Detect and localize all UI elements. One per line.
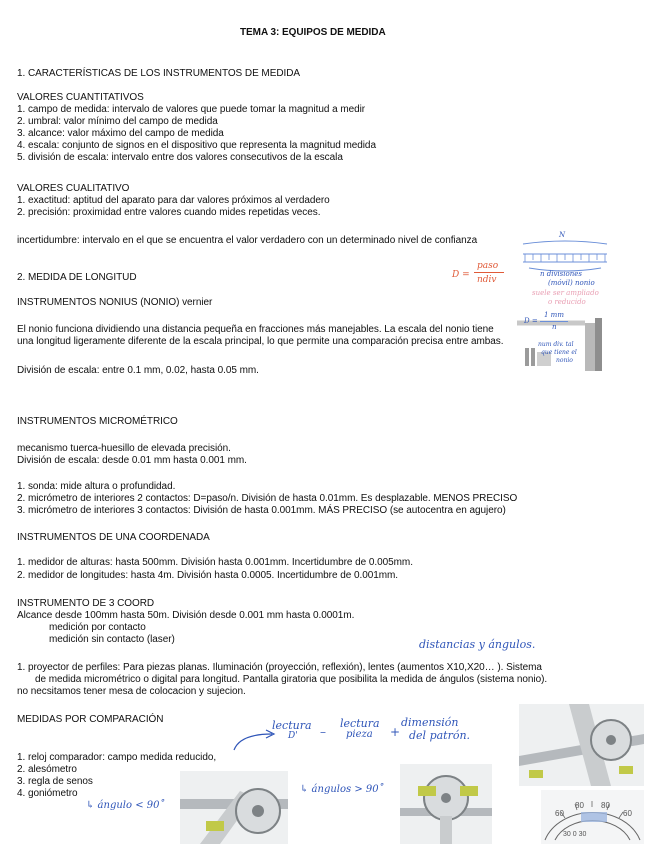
handwritten-note-distancias: distancias y ángulos. [419,638,536,651]
list-item: 2. micrómetro de interiores 2 contactos: D=paso/n. División de hasta 0.01mm. Es desplazable. MENOS PRECISO [17,493,518,504]
coord3-contact: medición por contacto [49,622,146,633]
list-item: 2. alesómetro [17,764,77,775]
micro-text: mecanismo tuerca-huesillo de elevada precisión. [17,443,231,454]
svg-text:60: 60 [555,809,564,818]
svg-text:80: 80 [575,801,584,810]
list-item: 1. sonda: mide altura o profundidad. [17,481,176,492]
list-item: 1. campo de medida: intervalo de valores que puede tomar la magnitud a medir [17,104,366,115]
sketch-note: 1 mm [544,311,564,319]
formula-d: D = [452,270,470,280]
micro-text: División de escala: desde 0.01 mm hasta 0.001 mm. [17,455,247,466]
svg-text:30 0 30: 30 0 30 [563,831,587,838]
section-1-heading: 1. CARACTERÍSTICAS DE LOS INSTRUMENTOS DE MEDIDA [17,68,301,79]
hw-pieza: pieza [346,729,373,740]
list-item: 4. escala: conjunto de signos en el dispositivo que representa la magnitud medida [17,140,376,151]
hw-lectura-d: lectura [272,719,312,732]
sketch-note: (móvil) nonio [548,279,595,287]
coord3-nocontact: medición sin contacto (laser) [49,634,175,645]
sketch-bar [540,321,568,322]
hw-dimension: dimensión [401,716,459,729]
hw-lectura-pieza: lectura [340,717,380,730]
formula-numerator: paso [477,261,499,271]
hw-angulo-mayor: ↳ ángulos > 90˚ [300,784,384,795]
hw-arrow [228,728,280,754]
coord1-heading: INSTRUMENTOS DE UNA COORDENADA [17,532,210,543]
sketch-note: suele ser ampliado [532,289,599,297]
formula-bar [474,272,504,273]
micro-heading: INSTRUMENTOS MICROMÉTRICO [17,416,178,427]
proyector-line: de medida micrométrico o digital para longitud. Pantalla giratoria que posibilita la medida de ángulos (sistema nonio). [35,674,548,685]
nonius-text: El nonio funciona dividiendo una distancia pequeña en fracciones más manejables. La escala del nonio tiene una longitud ligeramente diferente de la escala principal, lo que permite una comparación precisa entre ambas. [17,324,504,347]
goniometer-image-1 [180,771,288,844]
proyector-line: 1. proyector de perfiles: Para piezas planas. Iluminación (proyección, reflexión), lentes (aumentos X10,X20… ). Sistema [17,662,542,673]
list-item: 3. micrómetro de interiores 3 contactos: División de hasta 0.001mm. MÁS PRECISO (se autocentra en agujero) [17,505,506,516]
sketch-n-label: N [559,231,566,239]
list-item: 1. medidor de alturas: hasta 500mm. División hasta 0.001mm. Incertidumbre de 0.005mm. [17,557,413,568]
document-title: TEMA 3: EQUIPOS DE MEDIDA [240,27,386,38]
sketch-note: nonio [556,357,573,364]
svg-text:60: 60 [623,809,632,818]
list-item: 4. goniómetro [17,788,78,799]
hw-d: D' [288,731,298,741]
nonius-division: División de escala: entre 0.1 mm, 0.02, hasta 0.05 mm. [17,365,259,376]
hw-angulo-menor: ↳ ángulo < 90˚ [86,800,165,811]
coord3-text: Alcance desde 100mm hasta 50m. División desde 0.001 mm hasta 0.0001m. [17,610,355,621]
formula-denominator: ndiv [477,275,497,285]
list-item: 1. exactitud: aptitud del aparato para dar valores próximos al verdadero [17,195,330,206]
proyector-line: no necsitamos tener mesa de colocacion y sujecion. [17,686,246,697]
sketch-note: que tiene el [541,349,577,356]
goniometer-image-3 [519,704,644,786]
coord3-heading: INSTRUMENTO DE 3 COORD [17,598,155,609]
sketch-note: n [552,323,557,331]
cuantitativos-heading: VALORES CUANTITATIVOS [17,92,144,103]
hw-plus: + [390,725,401,739]
list-item: 2. medidor de longitudes: hasta 4m. División hasta 0.0005. Incertidumbre de 0.001mm. [17,570,399,581]
sketch-note: o reducido [548,298,586,306]
comparacion-heading: MEDIDAS POR COMPARACIÓN [17,714,164,725]
vernier-dial-image [541,790,644,844]
incertidumbre-text: incertidumbre: intervalo en el que se encuentra el valor verdadero con un determinado nivel de confianza [17,235,478,246]
list-item: 3. alcance: valor máximo del campo de medida [17,128,224,139]
list-item: 2. precisión: proximidad entre valores cuando mides repetidas veces. [17,207,321,218]
svg-text:80: 80 [601,801,610,810]
sketch-note: D = [524,317,538,325]
sketch-note: num div. tal [538,341,574,348]
list-item: 2. umbral: valor mínimo del campo de medida [17,116,218,127]
nonius-heading: INSTRUMENTOS NONIUS (NONIO) vernier [17,297,213,308]
goniometer-image-2 [400,764,492,844]
hw-minus: – [320,725,326,739]
list-item: 3. regla de senos [17,776,93,787]
sketch-note: n divisiones [540,270,582,278]
cualitativo-heading: VALORES CUALITATIVO [17,183,130,194]
list-item: 1. reloj comparador: campo medida reducido, [17,752,217,763]
hw-patron: del patrón. [409,729,471,742]
list-item: 5. división de escala: intervalo entre dos valores consecutivos de la escala [17,152,343,163]
section-2-heading: 2. MEDIDA DE LONGITUD [17,272,137,283]
